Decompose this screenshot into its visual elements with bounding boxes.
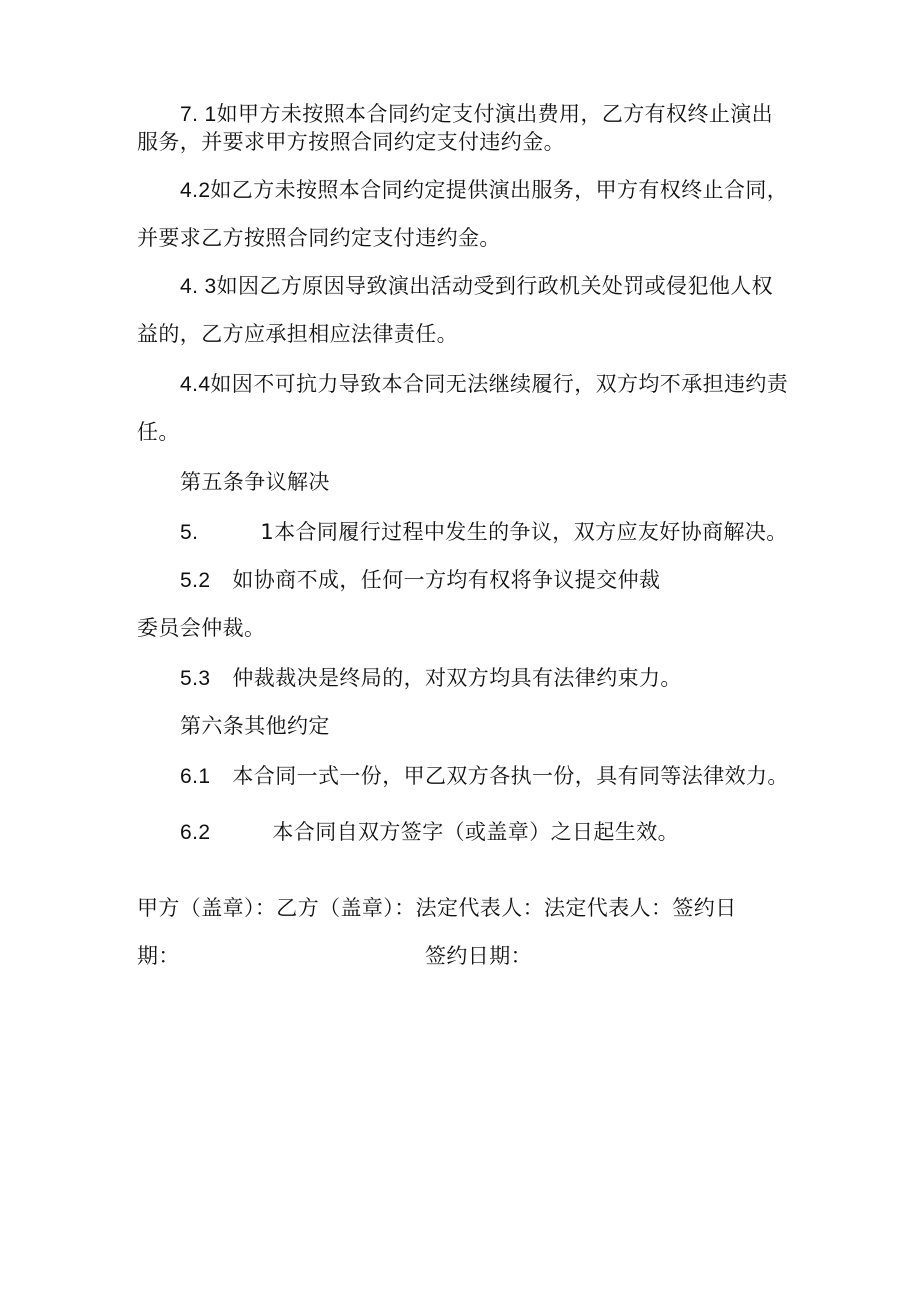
signature-line-1: 甲方（盖章）：乙方（盖章）：法定代表人：法定代表人：签约日 xyxy=(137,896,737,920)
clause-4-2-number: 4.2 xyxy=(180,179,211,202)
clause-4-2-line-1 xyxy=(180,176,788,205)
clause-6-1-number: 6.1 xyxy=(180,765,211,788)
clause-5-3-line xyxy=(180,664,682,693)
clause-5-2-line-1 xyxy=(180,566,660,595)
clause-5-2-text: 如协商不成，任何一方均有权将争议提交仲裁 xyxy=(232,568,661,592)
article-5-heading: 第五条争议解决 xyxy=(180,470,330,494)
article-6-heading: 第六条其他约定 xyxy=(180,714,330,738)
clause-4-1-number: 7. 1 xyxy=(180,103,217,126)
clause-5-2-line-2: 委员会仲裁。 xyxy=(137,616,266,640)
clause-4-3-text: 如因乙方原因导致演出活动受到行政机关处罚或侵犯他人权 xyxy=(216,274,774,298)
clause-6-1-line xyxy=(180,762,789,791)
clause-5-3-number: 5.3 xyxy=(180,667,211,690)
signature-line-2-left: 期： xyxy=(137,944,180,968)
clause-5-3-text: 仲裁裁决是终局的，对双方均具有法律约束力。 xyxy=(232,666,682,690)
clause-6-1-text: 本合同一式一份，甲乙双方各执一份，具有同等法律效力。 xyxy=(232,764,789,788)
clause-5-2-number: 5.2 xyxy=(180,569,211,592)
clause-4-3-line-2: 益的，乙方应承担相应法律责任。 xyxy=(137,322,458,346)
signature-line-2-right: 签约日期： xyxy=(425,944,532,968)
clause-5-1-number: 5. xyxy=(180,521,199,544)
clause-4-4-number: 4.4 xyxy=(180,373,211,396)
clause-4-2-text: 如乙方未按照本合同约定提供演出服务，甲方有权终止合同， xyxy=(210,178,789,202)
clause-6-2-number: 6.2 xyxy=(180,821,211,844)
clause-4-1-text: 如甲方未按照本合同约定支付演出费用，乙方有权终止演出 xyxy=(216,102,774,126)
clause-4-4-line-2: 任。 xyxy=(137,420,180,444)
clause-5-1-line xyxy=(180,518,788,547)
clause-5-1-text: 1本合同履行过程中发生的争议，双方应友好协商解决。 xyxy=(260,520,788,544)
clause-4-4-line-1 xyxy=(180,370,788,399)
clause-4-3-number: 4. 3 xyxy=(180,275,217,298)
clause-4-3-line-1 xyxy=(180,272,773,301)
clause-4-2-line-2: 并要求乙方按照合同约定支付违约金。 xyxy=(137,226,501,250)
clause-4-4-text: 如因不可抗力导致本合同无法继续履行，双方均不承担违约责 xyxy=(210,372,789,396)
clause-4-1-line-2: 服务，并要求甲方按照合同约定支付违约金。 xyxy=(137,130,565,154)
clause-6-2-text: 本合同自双方签字（或盖章）之日起生效。 xyxy=(272,820,680,844)
clause-6-2-line xyxy=(180,818,679,847)
clause-4-1-line-1 xyxy=(180,100,773,129)
